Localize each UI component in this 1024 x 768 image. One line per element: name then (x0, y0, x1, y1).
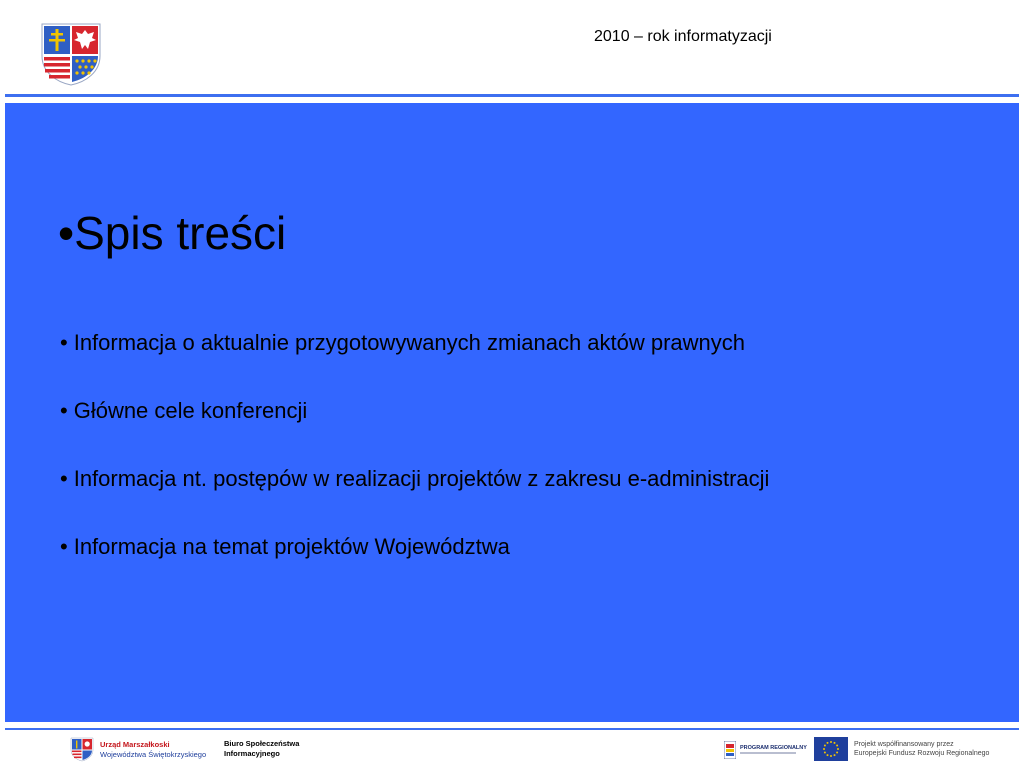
urzad-region: Województwa Świętokrzyskiego (100, 750, 207, 759)
program-regionalny-mark-icon (724, 741, 736, 759)
coat-of-arms-small-icon (70, 737, 94, 762)
biuro-name-line2: Informacyjnego (224, 749, 280, 758)
coat-of-arms-icon (40, 22, 102, 86)
program-regionalny-label: PROGRAM REGIONALNY (740, 745, 807, 751)
eu-fund-name: Europejski Fundusz Rozwoju Regionalnego (854, 750, 990, 757)
agenda-item-label: Informacja na temat projektów Województwa (73, 534, 510, 559)
header-title: 2010 – rok informatyzacji (594, 28, 772, 45)
agenda-item (60, 398, 307, 424)
agenda-item (60, 330, 745, 356)
bullet-icon: • (60, 466, 68, 491)
biuro-name: Biuro Społeczeństwa (224, 739, 300, 748)
agenda-item-label: Informacja o aktualnie przygotowywanych zmianach aktów prawnych (73, 330, 746, 355)
program-regionalny-logo (724, 739, 806, 761)
header-divider (5, 94, 1019, 97)
bullet-icon: • (60, 534, 68, 559)
eu-flag-icon (814, 737, 848, 761)
urzad-name: Urząd Marszałkoski (100, 740, 170, 749)
program-regionalny-subline (740, 752, 796, 754)
bullet-icon: • (60, 330, 68, 355)
panel-title: •Spis treści (58, 207, 287, 259)
agenda-item-label: Informacja nt. postępów w realizacji projektów z zakresu e-administracji (73, 466, 770, 491)
footer-divider (5, 728, 1019, 730)
agenda-item-label: Główne cele konferencji (73, 398, 308, 423)
eu-cofinance-text: Projekt współfinansowany przez (854, 741, 954, 748)
agenda-item (60, 466, 769, 492)
agenda-item (60, 534, 510, 560)
bullet-icon: • (60, 398, 68, 423)
